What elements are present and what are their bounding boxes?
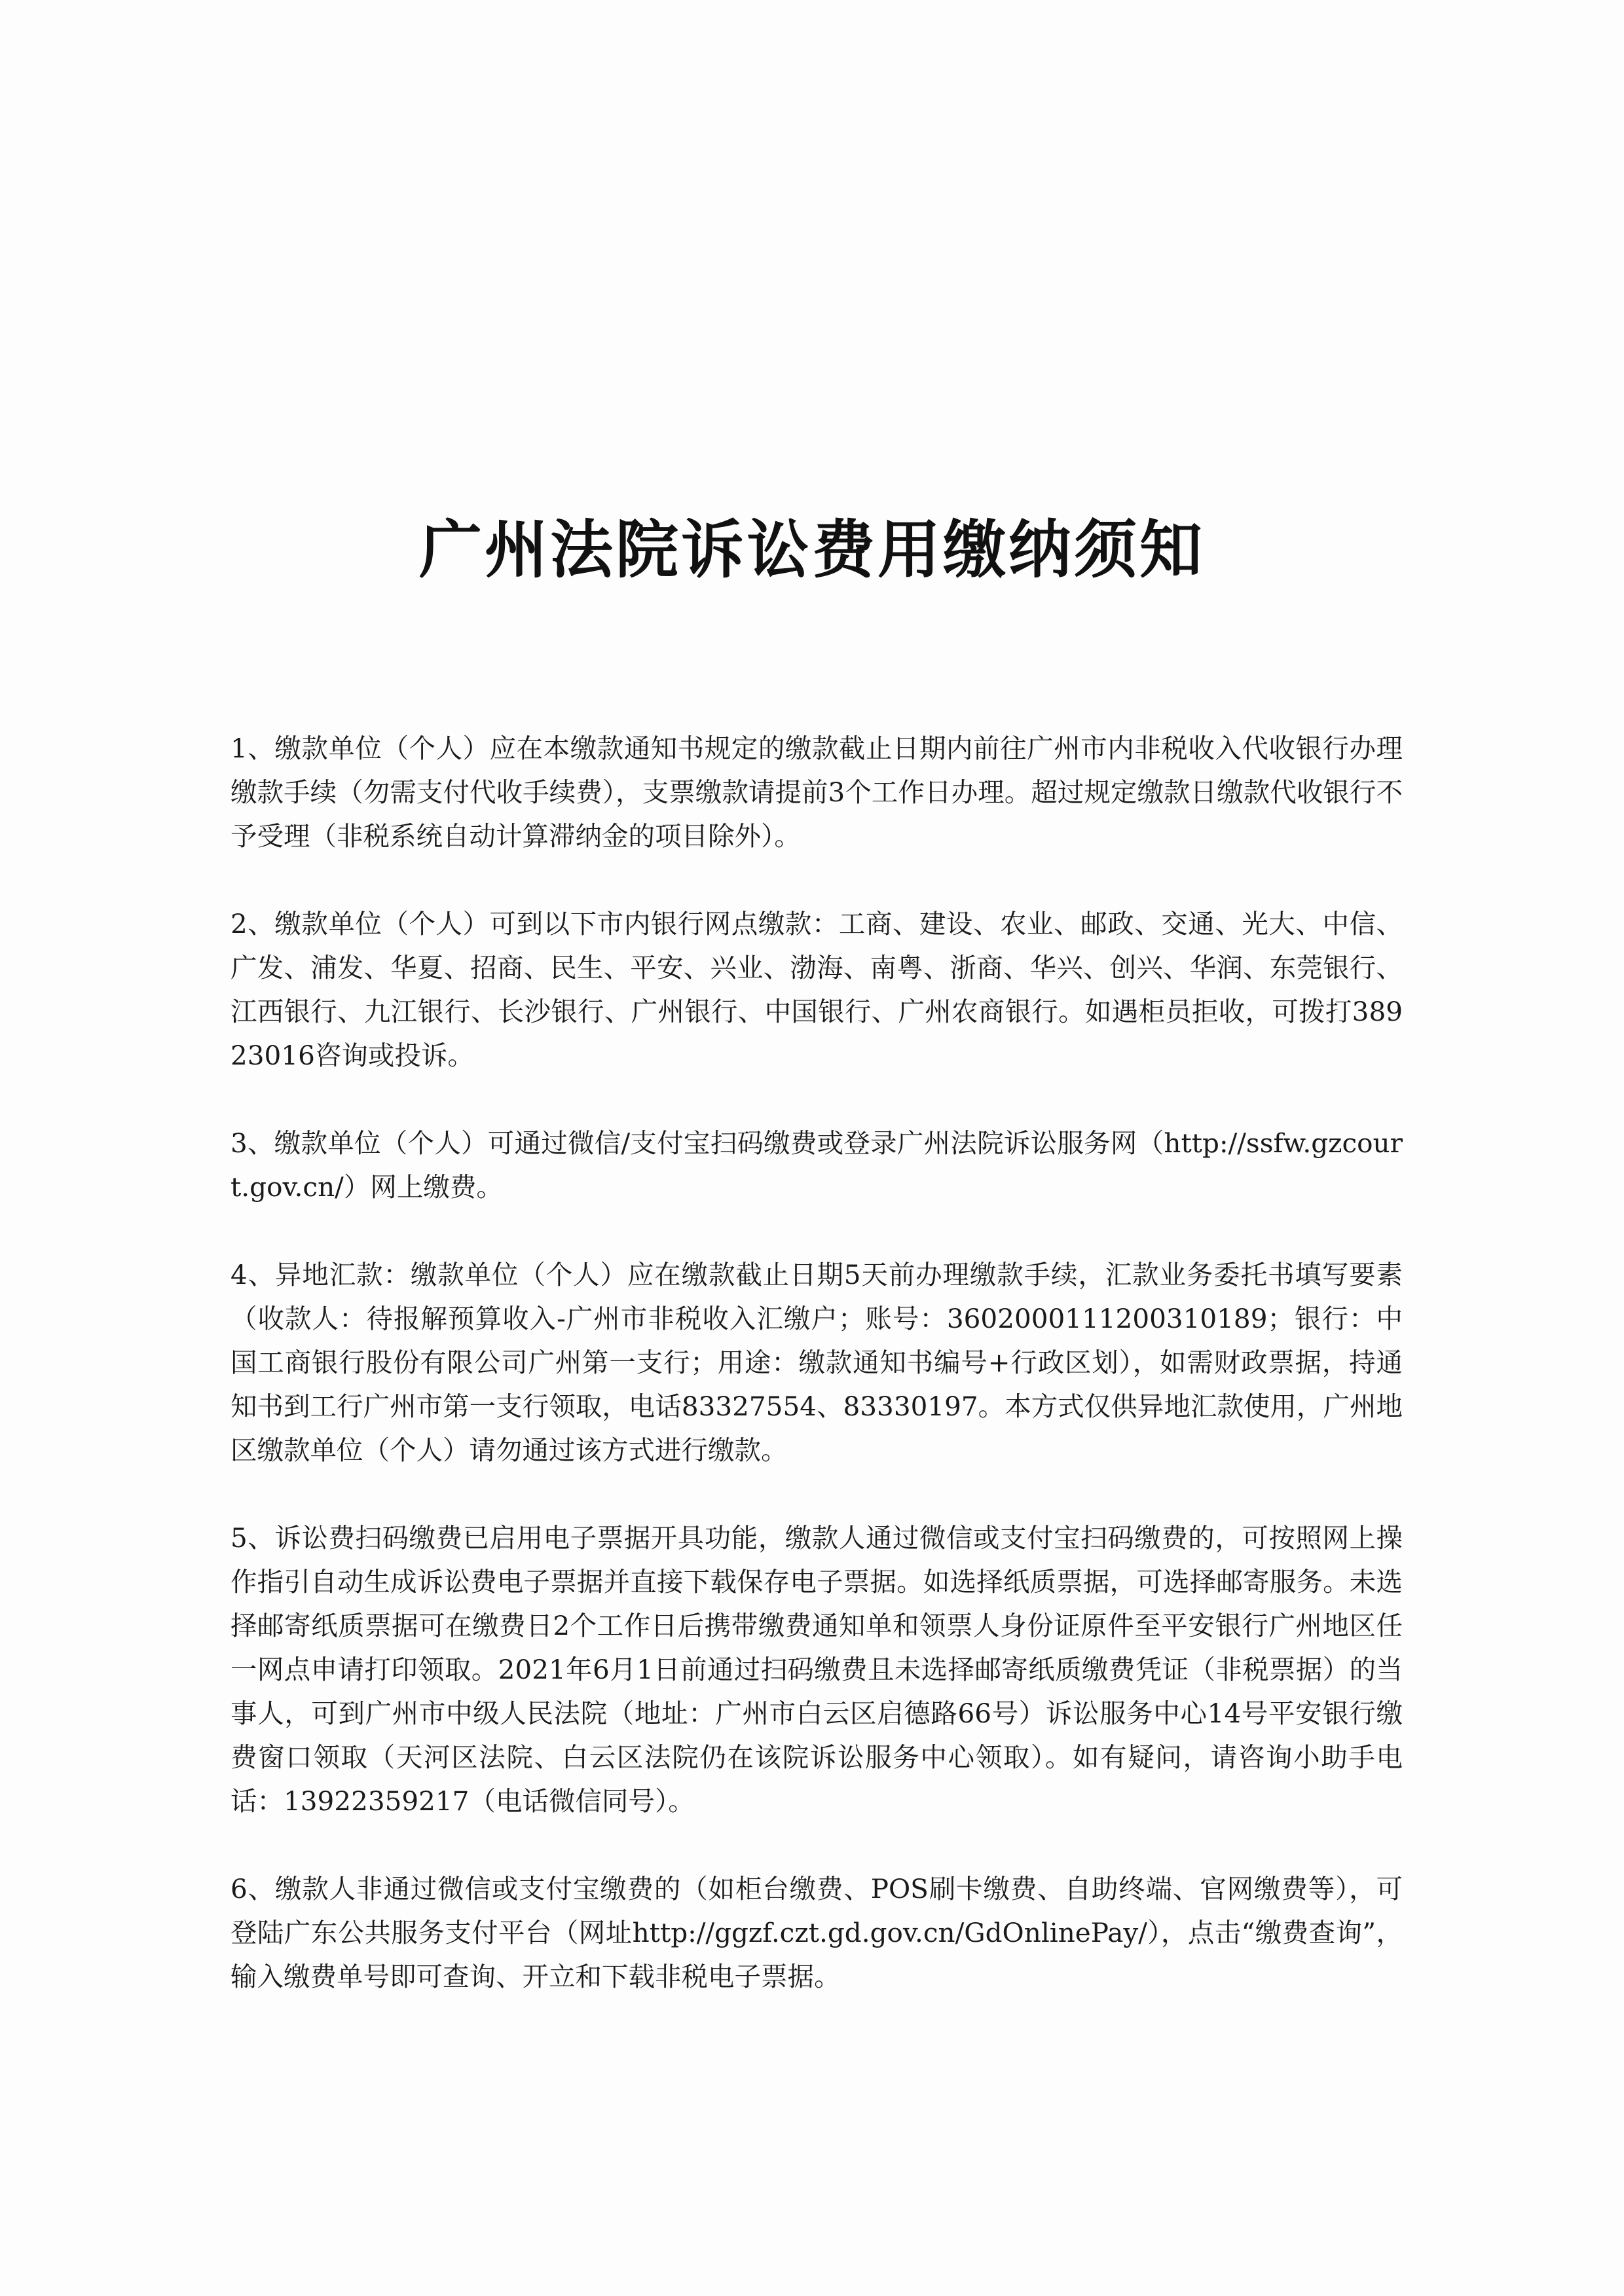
paragraph-4-remote-remittance: 4、异地汇款：缴款单位（个人）应在缴款截止日期5天前办理缴款手续，汇款业务委托书填写要素（收款人：待报解预算收入-广州市非税收入汇缴户；账号：3602000111200310189；银行：中国工商银行股份有限公司广州第一支行；用途：缴款通知书编号+行政区划），如需财政票据，持通知书到工行广州市第一支行领取，电话83327554、83330197。本方式仅供异地汇款使用，广州地区缴款单位（个人）请勿通过该方式进行缴款。: [231, 1259, 1403, 1466]
paragraph-5-electronic-receipt: 5、诉讼费扫码缴费已启用电子票据开具功能，缴款人通过微信或支付宝扫码缴费的，可按照网上操作指引自动生成诉讼费电子票据并直接下载保存电子票据。如选择纸质票据，可选择邮寄服务。未选择邮寄纸质票据可在缴费日2个工作日后携带缴费通知单和领票人身份证原件至平安银行广州地区任一网点申请打印领取。2021年6月1日前通过扫码缴费且未选择邮寄纸质缴费凭证（非税票据）的当事人，可到广州市中级人民法院（地址：广州市白云区启德路66号）诉讼服务中心14号平安银行缴费窗口领取（天河区法院、白云区法院仍在该院诉讼服务中心领取）。如有疑问，请咨询小助手电话：13922359217（电话微信同号）。: [231, 1522, 1403, 1817]
paragraph-3-online-payment: 3、缴款单位（个人）可通过微信/支付宝扫码缴费或登录广州法院诉讼服务网（http://ssfw.gzcourt.gov.cn/）网上缴费。: [231, 1127, 1403, 1203]
paragraph-6-non-scan-payment: 6、缴款人非通过微信或支付宝缴费的（如柜台缴费、POS刷卡缴费、自助终端、官网缴费等），可登陆广东公共服务支付平台（网址http://ggzf.czt.gd.gov.cn/GdOnlinePay/），点击“缴费查询”，输入缴费单号即可查询、开立和下载非税电子票据。: [231, 1873, 1403, 1992]
document-body: [231, 727, 1403, 2043]
document-title: 广州法院诉讼费用缴纳须知: [419, 513, 1205, 587]
paragraph-2-bank-list: 2、缴款单位（个人）可到以下市内银行网点缴款：工商、建设、农业、邮政、交通、光大、中信、广发、浦发、华夏、招商、民生、平安、兴业、渤海、南粤、浙商、华兴、创兴、华润、东莞银行、江西银行、九江银行、长沙银行、广州银行、中国银行、广州农商银行。如遇柜员拒收，可拨打38923016咨询或投诉。: [231, 908, 1403, 1071]
paragraph-1-payment-deadline: 1、缴款单位（个人）应在本缴款通知书规定的缴款截止日期内前往广州市内非税收入代收银行办理缴款手续（勿需支付代收手续费），支票缴款请提前3个工作日办理。超过规定缴款日缴款代收银行不予受理（非税系统自动计算滞纳金的项目除外）。: [231, 733, 1403, 852]
